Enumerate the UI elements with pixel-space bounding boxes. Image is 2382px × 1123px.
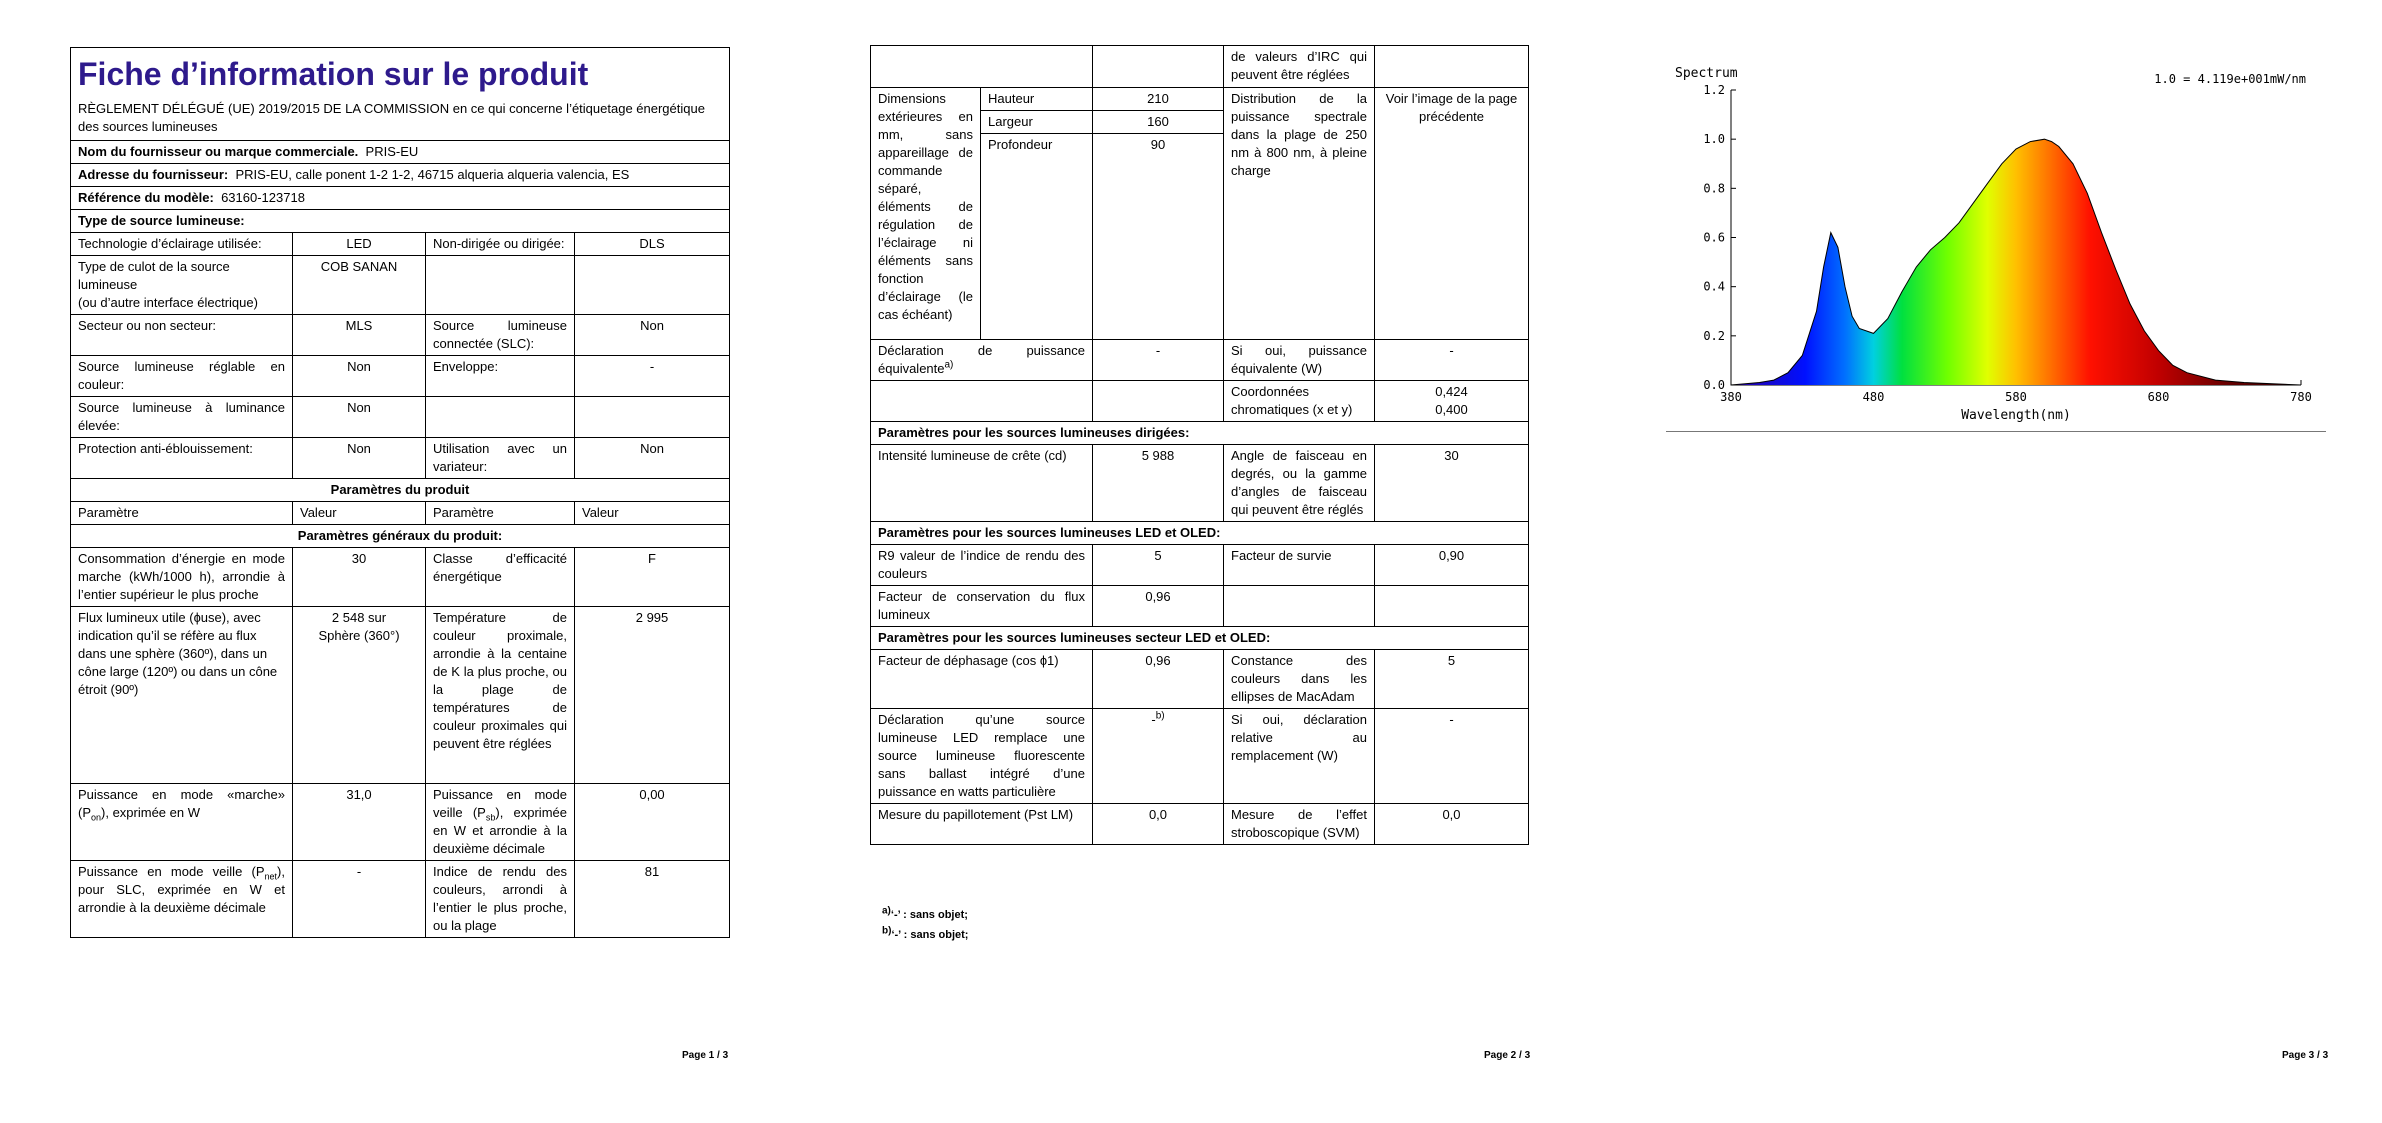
label-text: Déclaration de puissance équivalente	[878, 343, 1085, 376]
param-value: 0,00	[575, 784, 730, 861]
param-value: Non	[575, 438, 730, 479]
dimension-value: 210	[1093, 88, 1224, 111]
page-2	[862, 0, 1542, 1123]
label-text: ), pour SLC, exprimée en W et arrondie à la deuxième décimale	[78, 864, 285, 915]
col-value: Valeur	[575, 502, 730, 525]
chroma-y: 0,400	[1435, 402, 1468, 417]
x-tick-label: 780	[2290, 390, 2312, 404]
table-row	[71, 233, 730, 256]
replace-label: Déclaration qu’une source lumineuse LED remplace une source lumineuse fluorescente sans ballast intégré d’une puissance en watts particulière	[871, 709, 1093, 804]
table-row	[71, 548, 730, 607]
footnote-mark: a)	[944, 359, 954, 371]
empty-cell	[1093, 381, 1224, 422]
table-row	[71, 315, 730, 356]
regulation-text: RÈGLEMENT DÉLÉGUÉ (UE) 2019/2015 DE LA COMMISSION en ce qui concerne l’étiquetage énergétique des sources lumineuses	[78, 101, 705, 134]
param-label: Source lumineuse à luminance élevée:	[71, 397, 293, 438]
dimension-value: 90	[1093, 134, 1224, 340]
x-axis-label: Wavelength(nm)	[1961, 408, 2071, 423]
spectrum-svg	[1673, 55, 2323, 435]
maint-value: 0,96	[1093, 586, 1224, 627]
product-params-header: Paramètres du produit	[71, 479, 730, 502]
table-row	[871, 650, 1529, 709]
subscript: net	[264, 871, 278, 882]
equiv-yes-value: -	[1375, 340, 1529, 381]
table-row	[871, 804, 1529, 845]
param-value: Non	[293, 356, 426, 397]
col-param: Paramètre	[71, 502, 293, 525]
param-value: -	[575, 356, 730, 397]
equiv-value: -	[1093, 340, 1224, 381]
table-row	[871, 586, 1529, 627]
label-text: Puissance en mode veille (P	[433, 787, 567, 820]
param-label: Utilisation avec un variateur:	[426, 438, 575, 479]
empty-cell	[871, 381, 1093, 422]
label-text: Puissance en mode veille (P	[78, 864, 265, 879]
chart-title: Spectrum	[1675, 66, 1738, 81]
dimension-value: 160	[1093, 111, 1224, 134]
table-row	[871, 709, 1529, 804]
header-cell	[71, 48, 730, 141]
param-value	[293, 607, 426, 784]
y-tick-label: 0.6	[1703, 230, 1725, 245]
subscript: sb	[485, 812, 496, 823]
model-value: 63160-123718	[221, 190, 305, 205]
x-tick-label: 680	[2147, 390, 2170, 404]
empty-cell	[1224, 586, 1375, 627]
param-value: 2 995	[575, 607, 730, 784]
empty-cell	[1375, 46, 1529, 88]
model-row	[71, 187, 730, 210]
spectrum-chart	[1673, 55, 2323, 435]
subscript: on	[91, 812, 102, 823]
chart-annotation: 1.0 = 4.119e+001mW/nm	[2154, 72, 2306, 86]
page-title: Fiche d’information sur le produit	[78, 56, 589, 92]
col-value: Valeur	[293, 502, 426, 525]
param-value: 81	[575, 861, 730, 938]
param-label: Flux lumineux utile (ɸuse), avec indication qu’il se réfère au flux dans une sphère (360º), dans un cône large (120º) ou dans un cône étroit (90º)	[71, 607, 293, 784]
replace-yes-label: Si oui, déclaration relative au remplacement (W)	[1224, 709, 1375, 804]
address-value: PRIS-EU, calle ponent 1-2 1-2, 46715 alqueria alqueria valencia, ES	[235, 167, 630, 182]
r9-label: R9 valeur de l’indice de rendu des couleurs	[871, 545, 1093, 586]
param-label	[426, 397, 575, 438]
page-3	[1660, 0, 2382, 1123]
value-text: -	[1151, 712, 1156, 727]
param-value: F	[575, 548, 730, 607]
supplier-value: PRIS-EU	[365, 144, 419, 159]
table-row	[871, 88, 1529, 111]
mains-header: Paramètres pour les sources lumineuses secteur LED et OLED:	[871, 627, 1529, 650]
peak-value: 5 988	[1093, 445, 1224, 522]
table-row	[71, 397, 730, 438]
param-value: 31,0	[293, 784, 426, 861]
table-row	[71, 784, 730, 861]
param-label: Secteur ou non secteur:	[71, 315, 293, 356]
dimension-label: Profondeur	[981, 134, 1093, 340]
replace-yes-value: -	[1375, 709, 1529, 804]
y-tick-label: 1.2	[1703, 83, 1725, 97]
equiv-label	[871, 340, 1093, 381]
general-params-header: Paramètres généraux du produit:	[71, 525, 730, 548]
table-row	[871, 381, 1529, 422]
address-label: Adresse du fournisseur:	[78, 167, 229, 182]
supplier-row	[71, 141, 730, 164]
peak-label: Intensité lumineuse de crête (cd)	[871, 445, 1093, 522]
footnotes	[882, 905, 968, 945]
param-label: Classe d’efficacité énergétique	[426, 548, 575, 607]
y-tick-label: 0.4	[1703, 279, 1725, 294]
table-row	[871, 46, 1529, 88]
survival-label: Facteur de survie	[1224, 545, 1375, 586]
empty-cell	[871, 46, 1093, 88]
param-label	[71, 784, 293, 861]
chroma-x: 0,424	[1435, 384, 1468, 399]
page-footer: Page 2 / 3	[1484, 1050, 1531, 1061]
beam-value: 30	[1375, 445, 1529, 522]
chroma-value	[1375, 381, 1529, 422]
table-row	[71, 256, 730, 315]
param-label	[71, 256, 293, 315]
param-label: Source lumineuse réglable en couleur:	[71, 356, 293, 397]
page-footer: Page 3 / 3	[2282, 1050, 2329, 1061]
param-label: Température de couleur proximale, arrondie à la centaine de K la plus proche, ou la plage de températures de couleur proximales qui peuvent être réglées	[426, 607, 575, 784]
param-label	[71, 861, 293, 938]
x-tick-label: 480	[1862, 390, 1885, 404]
directional-header: Paramètres pour les sources lumineuses dirigées:	[871, 422, 1529, 445]
pf-label: Facteur de déphasage (cos ɸ1)	[871, 650, 1093, 709]
param-label: Consommation d’énergie en mode marche (kWh/1000 h), arrondie à l’entier supérieur le plus proche	[71, 548, 293, 607]
dimensions-label: Dimensions extérieures en mm, sans appareillage de commande séparé, éléments de régulation de l’éclairage ni éléments sans fonction d’éclairage (le cas échéant)	[871, 88, 981, 340]
survival-value: 0,90	[1375, 545, 1529, 586]
param-label: Indice de rendu des couleurs, arrondi à l’entier le plus proche, ou la plage	[426, 861, 575, 938]
table-row	[71, 438, 730, 479]
y-tick-label: 1.0	[1703, 132, 1725, 147]
page-footer: Page 1 / 3	[682, 1050, 729, 1061]
table-row	[71, 607, 730, 784]
y-tick-label: 0.2	[1703, 328, 1725, 343]
macadam-value: 5	[1375, 650, 1529, 709]
maint-label: Facteur de conservation du flux lumineux	[871, 586, 1093, 627]
flicker-value: 0,0	[1093, 804, 1224, 845]
beam-label: Angle de faisceau en degrés, ou la gamme d’angles de faisceau qui peuvent être réglés	[1224, 445, 1375, 522]
x-tick-label: 580	[2005, 390, 2027, 404]
replace-value	[1093, 709, 1224, 804]
table-row	[871, 445, 1529, 522]
footnote-text: ‘-’ : sans objet;	[891, 929, 969, 941]
table-row	[71, 356, 730, 397]
x-tick-label: 380	[1720, 390, 1742, 404]
col-param: Paramètre	[426, 502, 575, 525]
table-row	[871, 340, 1529, 381]
label-text: ), exprimée en W	[101, 805, 200, 820]
macadam-label: Constance des couleurs dans les ellipses de MacAdam	[1224, 650, 1375, 709]
r9-value: 5	[1093, 545, 1224, 586]
param-label: Source lumineuse connectée (SLC):	[426, 315, 575, 356]
equiv-yes-label: Si oui, puissance équivalente (W)	[1224, 340, 1375, 381]
footnote-mark: b)	[1155, 710, 1165, 722]
empty-cell	[1375, 586, 1529, 627]
product-info-table-continued	[870, 45, 1529, 845]
param-value: -	[293, 861, 426, 938]
chroma-label: Coordonnées chromatiques (x et y)	[1224, 381, 1375, 422]
param-value: 30	[293, 548, 426, 607]
product-info-table	[70, 47, 730, 938]
source-type-label: Type de source lumineuse:	[71, 210, 730, 233]
footnote-mark: b)	[882, 925, 892, 937]
param-value: Non	[293, 397, 426, 438]
param-label: de valeurs d’IRC qui peuvent être réglées	[1224, 46, 1375, 88]
param-label-line: (ou d’autre interface électrique)	[78, 295, 258, 310]
footnote-mark: a)	[882, 905, 891, 917]
param-label	[426, 256, 575, 315]
empty-cell	[1093, 46, 1224, 88]
param-value: Non	[293, 438, 426, 479]
spd-label: Distribution de la puissance spectrale dans la plage de 250 nm à 800 nm, à pleine charge	[1224, 88, 1375, 340]
page-1	[60, 0, 740, 1123]
param-value-line: Sphère (360°)	[318, 628, 400, 643]
table-row	[71, 861, 730, 938]
param-label: Non-dirigée ou dirigée:	[426, 233, 575, 256]
strobo-label: Mesure de l’effet stroboscopique (SVM)	[1224, 804, 1375, 845]
param-value	[575, 397, 730, 438]
dimension-label: Largeur	[981, 111, 1093, 134]
divider	[1666, 431, 2326, 432]
footnote-a	[882, 905, 968, 925]
param-label: Enveloppe:	[426, 356, 575, 397]
footnote-text: ‘-’ : sans objet;	[890, 909, 968, 921]
table-row	[871, 545, 1529, 586]
dimension-label: Hauteur	[981, 88, 1093, 111]
param-value: COB SANAN	[293, 256, 426, 315]
param-label	[426, 784, 575, 861]
param-value: LED	[293, 233, 426, 256]
y-tick-label: 0.8	[1703, 181, 1725, 196]
strobo-value: 0,0	[1375, 804, 1529, 845]
label-text: ), exprimée en W et arrondie à la deuxième décimale	[433, 805, 567, 856]
spectrum-area	[1731, 139, 2301, 385]
flicker-label: Mesure du papillotement (Pst LM)	[871, 804, 1093, 845]
param-value: Non	[575, 315, 730, 356]
pf-value: 0,96	[1093, 650, 1224, 709]
footnote-b	[882, 925, 968, 945]
supplier-label: Nom du fournisseur ou marque commerciale.	[78, 144, 359, 159]
y-tick-label: 0.0	[1703, 378, 1725, 392]
led-header: Paramètres pour les sources lumineuses LED et OLED:	[871, 522, 1529, 545]
model-label: Référence du modèle:	[78, 190, 214, 205]
param-value	[575, 256, 730, 315]
param-value: MLS	[293, 315, 426, 356]
param-label: Protection anti-éblouissement:	[71, 438, 293, 479]
column-header-row	[71, 502, 730, 525]
label-text: Puissance en mode «marche» (P	[78, 787, 285, 820]
param-value: DLS	[575, 233, 730, 256]
spd-value: Voir l’image de la page précédente	[1375, 88, 1529, 340]
param-value-line: 2 548 sur	[331, 610, 387, 625]
param-label-line: Type de culot de la source lumineuse	[78, 259, 230, 292]
param-label: Technologie d’éclairage utilisée:	[71, 233, 293, 256]
address-row	[71, 164, 730, 187]
